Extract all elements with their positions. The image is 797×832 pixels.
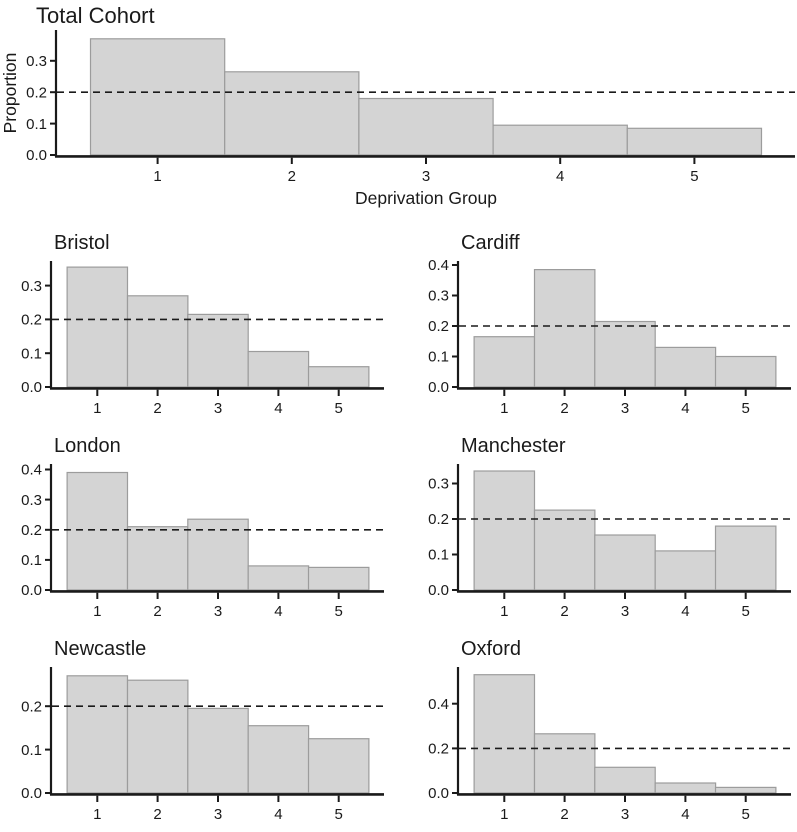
y-tick-label: 0.0 [428,379,449,397]
y-tick-label: 0.2 [428,740,449,758]
bar-group-1 [67,676,127,793]
bar-group-1 [67,473,127,591]
bar-group-4 [655,551,715,590]
x-tick-label: 4 [274,603,283,620]
y-tick-label: 0.4 [428,695,449,713]
chart-manchester [407,425,797,628]
x-tick-label: 5 [334,603,343,620]
y-tick-label: 0.2 [21,311,42,329]
y-tick-label: 0.0 [21,582,42,600]
x-tick-label: 3 [620,400,630,417]
y-tick-label: 0.1 [428,348,449,366]
chart-title: Manchester [461,435,566,457]
bar-group-4 [248,726,308,793]
x-tick-label: 1 [500,603,509,620]
x-tick-label: 2 [560,603,569,620]
chart-svg-cardiff [407,222,797,425]
y-tick-label: 0.1 [21,741,42,759]
x-axis-title: Deprivation Group [354,188,498,208]
bar-group-3 [188,708,248,793]
bar-group-5 [716,787,776,793]
bar-group-5 [309,739,369,793]
bar-group-1 [474,675,534,793]
chart-svg-newcastle [0,628,390,831]
x-tick-label: 2 [153,806,162,823]
x-tick-label: 5 [334,400,343,417]
y-tick-label: 0.1 [21,345,42,363]
bar-group-1 [67,267,127,387]
x-tick-label: 4 [681,806,690,823]
chart-cardiff [407,222,797,425]
y-tick-label: 0.2 [21,522,42,539]
x-tick-label: 3 [620,806,630,823]
chart-bristol [0,222,390,425]
bar-group-1 [474,337,534,387]
y-tick-label: 0.3 [21,277,42,295]
x-tick-label: 4 [556,168,565,185]
bar-group-4 [248,352,308,388]
y-tick-label: 0.0 [21,785,42,803]
chart-oxford [407,628,797,831]
y-tick-label: 0.3 [26,53,47,70]
x-tick-label: 3 [620,603,630,620]
y-tick-label: 0.0 [428,582,449,600]
x-tick-label: 3 [213,603,223,620]
bar-group-4 [493,125,627,155]
y-tick-label: 0.3 [428,287,449,305]
y-tick-label: 0.4 [21,461,42,479]
chart-svg-manchester [407,425,797,628]
x-tick-label: 3 [213,400,223,417]
x-tick-label: 1 [500,400,509,417]
x-tick-label: 1 [500,806,509,823]
bar-group-2 [128,527,188,590]
bar-group-4 [655,347,715,387]
x-tick-label: 4 [681,603,690,620]
bar-group-5 [716,357,776,388]
chart-svg-oxford [407,628,797,831]
chart-svg-bristol [0,222,390,425]
chart-title: Total Cohort [36,3,155,28]
chart-title: London [54,435,121,457]
chart-svg-london [0,425,390,628]
x-tick-label: 2 [287,168,296,185]
y-tick-label: 0.0 [26,147,47,165]
x-tick-label: 1 [153,168,162,185]
x-tick-label: 5 [741,603,750,620]
bar-group-3 [595,535,655,590]
bar-group-2 [535,734,595,793]
y-tick-label: 0.1 [428,546,449,564]
chart-svg-total-cohort [0,0,797,216]
chart-title: Newcastle [54,638,147,660]
chart-title: Oxford [461,638,522,660]
y-tick-label: 0.4 [428,257,449,275]
y-tick-label: 0.2 [428,511,449,529]
city-charts-grid [0,222,797,831]
x-tick-label: 2 [153,400,162,417]
bar-group-4 [248,566,308,590]
chart-london [0,425,390,628]
y-tick-label: 0.1 [26,115,47,133]
bar-group-2 [535,510,595,590]
chart-title: Cardiff [461,232,520,254]
y-tick-label: 0.0 [21,379,42,397]
x-tick-label: 1 [93,806,102,823]
x-tick-label: 3 [213,806,223,823]
x-tick-label: 5 [334,806,343,823]
x-tick-label: 1 [93,400,102,417]
bar-group-3 [595,322,655,388]
x-tick-label: 4 [681,400,690,417]
bar-group-5 [627,128,761,155]
bar-group-2 [128,296,188,387]
y-tick-label: 0.3 [428,475,449,493]
y-tick-label: 0.2 [21,698,42,716]
x-tick-label: 5 [741,400,750,417]
bar-group-4 [655,783,715,793]
bar-group-5 [309,367,369,387]
y-tick-label: 0.0 [428,785,449,803]
x-tick-label: 4 [274,806,283,823]
x-tick-label: 3 [421,168,431,185]
chart-total-cohort [0,0,797,216]
y-tick-label: 0.3 [21,491,42,509]
x-tick-label: 2 [153,603,162,620]
bar-group-3 [359,99,493,156]
bar-group-1 [474,471,534,590]
x-tick-label: 2 [560,806,569,823]
bar-group-3 [188,314,248,387]
y-axis-title: Proportion [0,52,20,134]
bar-group-3 [595,767,655,793]
y-tick-label: 0.2 [428,318,449,336]
bar-group-2 [535,270,595,387]
x-tick-label: 5 [741,806,750,823]
y-tick-label: 0.1 [21,552,42,570]
bar-group-5 [309,567,369,590]
x-tick-label: 2 [560,400,569,417]
x-tick-label: 5 [690,168,699,185]
chart-title: Bristol [54,232,110,254]
x-tick-label: 1 [93,603,102,620]
y-tick-label: 0.2 [26,84,47,102]
bar-group-2 [225,72,359,155]
bar-group-5 [716,526,776,590]
bar-group-2 [128,680,188,793]
chart-newcastle [0,628,390,831]
bar-group-1 [91,39,225,155]
x-tick-label: 4 [274,400,283,417]
